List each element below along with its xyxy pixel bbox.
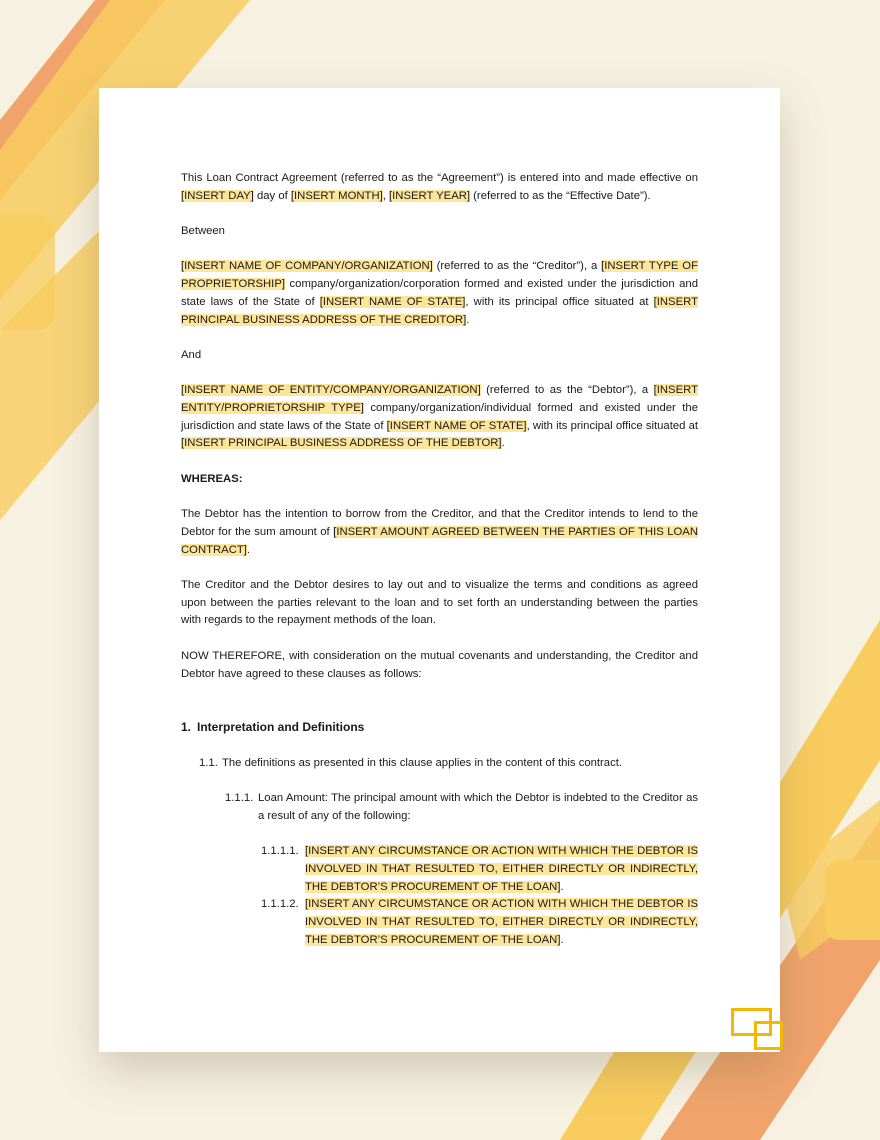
clause-item — [199, 755, 698, 773]
placeholder-field[interactable]: [INSERT NAME OF STATE] — [319, 295, 466, 308]
placeholder-field[interactable]: [INSERT ANY CIRCUMSTANCE OR ACTION WITH WHICH THE DEBTOR IS INVOLVED IN THAT RESULTED TO, EITHER DIRECTLY OR INDIRECTLY, THE DEBTOR’S PROCUREMENT OF THE LOAN] — [305, 898, 698, 946]
text-run: . — [466, 313, 470, 326]
clause-text — [305, 896, 698, 949]
paragraph — [181, 223, 698, 241]
text-run: NOW THEREFORE, with consideration on the mutual covenants and understanding, the Creditor and Debtor have agreed to these clauses as follows: — [181, 649, 698, 680]
clause-item — [261, 843, 698, 896]
clause-number: 1.1.1.1. — [261, 845, 299, 858]
text-run: And — [181, 348, 202, 361]
placeholder-field[interactable]: [INSERT NAME OF ENTITY/COMPANY/ORGANIZATION] — [181, 384, 481, 397]
clause-number: 1.1.1. — [225, 792, 254, 805]
placeholder-field[interactable]: [INSERT NAME OF COMPANY/ORGANIZATION] — [181, 260, 433, 273]
text-run: , with its principal office situated at — [465, 295, 654, 308]
placeholder-field[interactable]: [INSERT YEAR] — [389, 189, 471, 202]
clause-item — [261, 896, 698, 949]
text-run: WHEREAS: — [181, 472, 243, 485]
overlapping-squares-logo-icon — [731, 1008, 783, 1052]
placeholder-field[interactable]: [INSERT DAY] — [181, 189, 254, 202]
section-title: Interpretation and Definitions — [197, 720, 365, 735]
placeholder-field[interactable]: [INSERT ANY CIRCUMSTANCE OR ACTION WITH WHICH THE DEBTOR IS INVOLVED IN THAT RESULTED TO, EITHER DIRECTLY OR INDIRECTLY, THE DEBTOR’S PROCUREMENT OF THE LOAN] — [305, 845, 698, 893]
paragraph — [181, 170, 698, 205]
text-run: (referred to as the “Creditor”), a — [432, 260, 602, 273]
placeholder-field[interactable]: [INSERT MONTH] — [290, 189, 383, 202]
clause-number: 1.1.1.2. — [261, 898, 299, 911]
paragraph — [181, 382, 698, 453]
text-run: The definitions as presented in this clause applies in the content of this contract. — [222, 756, 623, 769]
placeholder-field[interactable]: [INSERT TYPE OF PROPRIETORSHIP] — [181, 260, 698, 291]
text-run: The Creditor and the Debtor desires to lay out and to visualize the terms and conditions as agreed upon between the parties relevant to the loan and to set forth an understanding between the parties with regards to the repayment methods of the loan. — [181, 579, 698, 627]
text-run: . — [560, 933, 564, 946]
text-run: Loan Amount: The principal amount with which the Debtor is indebted to the Creditor as a result of any of the following: — [258, 792, 698, 822]
text-run: , — [382, 189, 390, 202]
text-run: The Debtor has the intention to borrow from the Creditor, and that the Creditor intends to lend to the Debtor for the sum amount of — [181, 508, 698, 538]
paragraph — [181, 648, 698, 683]
paragraph — [181, 347, 698, 365]
section-number: 1. — [181, 720, 192, 735]
text-run: company/organization/corporation formed and existed under the jurisdiction and state laws of the State of — [181, 278, 698, 308]
clause-text — [258, 790, 698, 825]
text-run: , with its principal office situated at — [526, 419, 699, 432]
document-body — [181, 170, 698, 949]
text-run: . — [246, 543, 251, 556]
text-run: Between — [181, 225, 225, 238]
paragraph — [181, 258, 698, 329]
text-run: day of — [253, 189, 291, 202]
placeholder-field[interactable]: [INSERT AMOUNT AGREED BETWEEN THE PARTIES OF THIS LOAN CONTRACT] — [181, 525, 698, 556]
placeholder-field[interactable]: [INSERT PRINCIPAL BUSINESS ADDRESS OF THE DEBTOR] — [181, 437, 502, 450]
placeholder-field[interactable]: [INSERT ENTITY/PROPRIETORSHIP TYPE] — [181, 384, 698, 415]
text-run: . — [501, 437, 505, 450]
document-page — [99, 88, 780, 1052]
text-run: company/organization/individual formed and existed under the jurisdiction and state laws of the State of — [181, 402, 698, 432]
placeholder-field[interactable]: [INSERT NAME OF STATE] — [386, 419, 527, 432]
clause-item — [225, 790, 698, 825]
paragraph — [181, 471, 698, 489]
clause-text — [305, 843, 698, 896]
text-run: (referred to as the “Effective Date”). — [470, 189, 651, 202]
paragraph — [181, 577, 698, 630]
text-run: (referred to as the “Debtor”), a — [480, 384, 654, 397]
section-heading — [181, 719, 698, 737]
paragraph — [181, 506, 698, 559]
text-run: This Loan Contract Agreement (referred to as the “Agreement”) is entered into and made effective on — [181, 172, 698, 184]
clause-text — [222, 755, 622, 773]
text-run: . — [560, 880, 564, 893]
placeholder-field[interactable]: [INSERT PRINCIPAL BUSINESS ADDRESS OF THE CREDITOR] — [181, 295, 698, 326]
clause-number: 1.1. — [199, 756, 218, 769]
